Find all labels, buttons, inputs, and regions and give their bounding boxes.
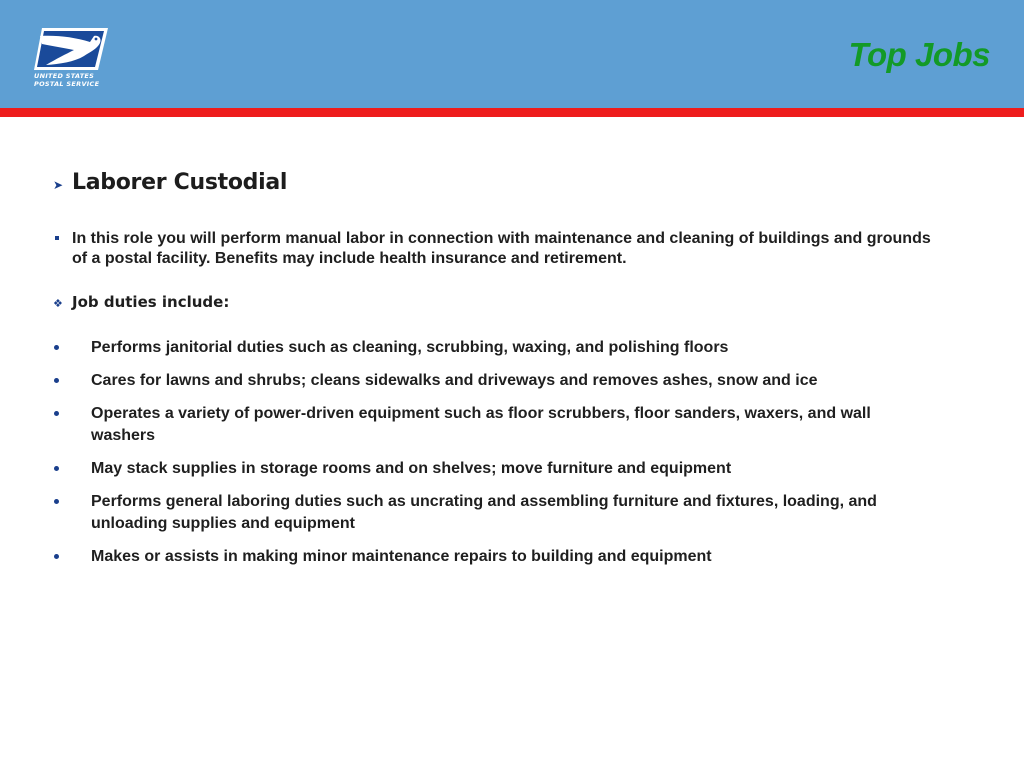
duty-text: Performs janitorial duties such as cleaning, scrubbing, waxing, and polishing floors <box>91 339 729 356</box>
logo-text-line1: UNITED STATES <box>34 72 95 80</box>
section-heading: Laborer Custodial <box>72 170 288 195</box>
bullet-dot-icon <box>54 345 59 350</box>
bullet-dot-icon <box>54 554 59 559</box>
slide-title: Top Jobs <box>848 36 990 73</box>
duty-text: Makes or assists in making minor maintenance repairs to building and equipment <box>91 548 712 565</box>
duty-text: May stack supplies in storage rooms and on shelves; move furniture and equipment <box>91 460 732 477</box>
intro-paragraph: In this role you will perform manual labor in connection with maintenance and cleaning of buildings and grounds of a postal facility. Benefits may include health insurance and retirement. <box>72 230 931 267</box>
duty-text: Operates a variety of power-driven equipment such as floor scrubbers, floor sanders, waxers, and wall washers <box>91 405 871 444</box>
accent-divider <box>0 108 1024 117</box>
bullet-dot-icon <box>54 466 59 471</box>
usps-logo <box>34 26 110 90</box>
diamond-bullet-icon: ❖ <box>53 297 63 310</box>
duties-label: Job duties include: <box>72 293 230 311</box>
eagle-logo-icon <box>34 26 110 72</box>
header-bar <box>0 0 1024 108</box>
bullet-dot-icon <box>54 378 59 383</box>
bullet-dot-icon <box>54 499 59 504</box>
bullet-dot-icon <box>54 411 59 416</box>
arrow-bullet-icon: ➤ <box>53 178 64 192</box>
square-bullet-icon <box>55 236 59 240</box>
logo-text-line2: POSTAL SERVICE <box>34 80 100 88</box>
duty-text: Cares for lawns and shrubs; cleans sidewalks and driveways and removes ashes, snow and ice <box>91 372 818 389</box>
duty-text: Performs general laboring duties such as uncrating and assembling furniture and fixtures, loading, and unloading supplies and equipment <box>91 493 877 532</box>
